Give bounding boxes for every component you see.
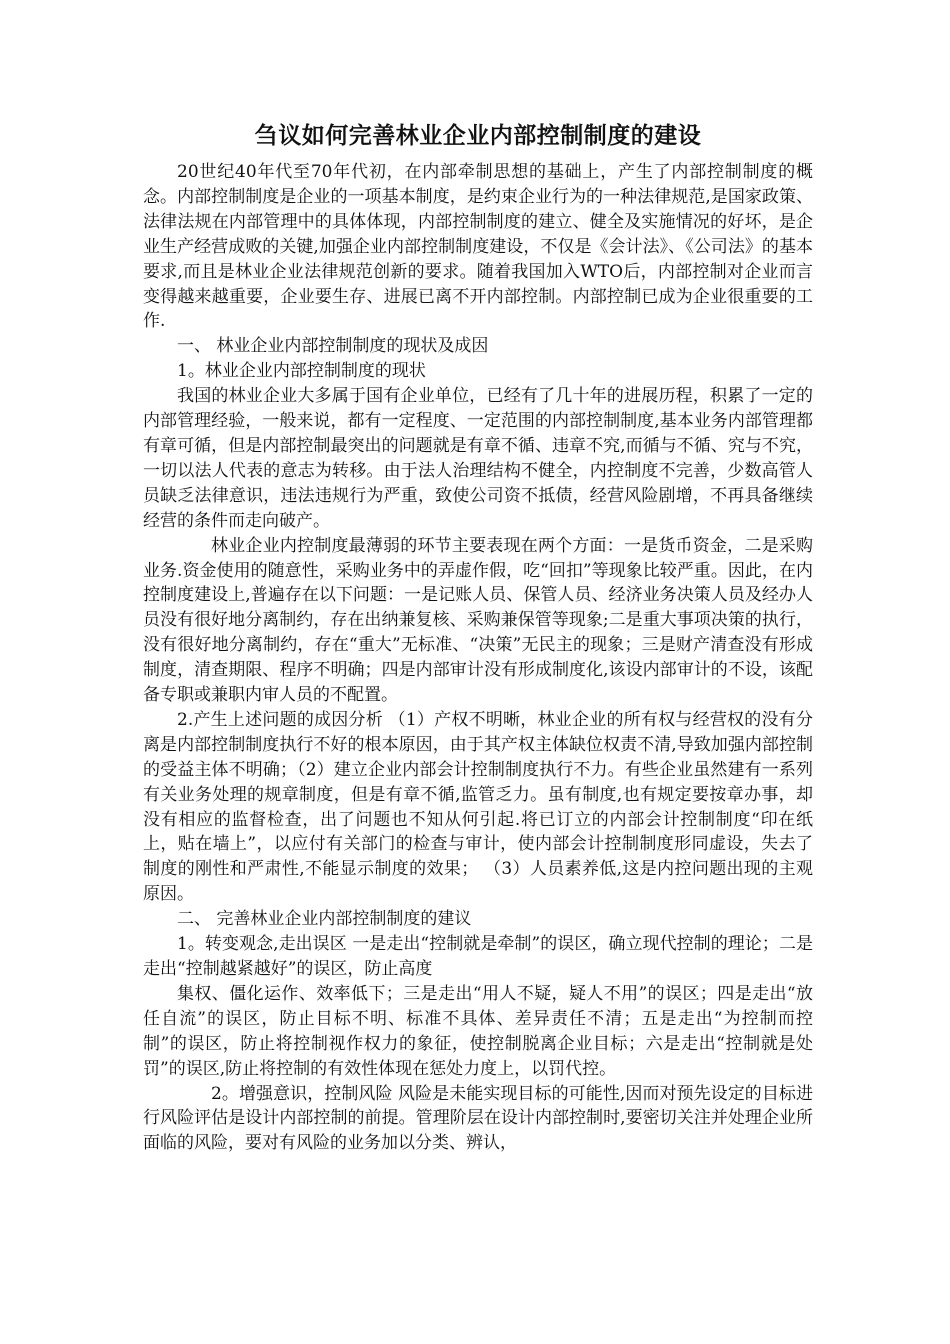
section-1-1-heading: 1。林业企业内部控制制度的现状 xyxy=(177,361,426,382)
paragraph-intro: 20世纪40年代至70年代初，在内部牵制思想的基础上，产生了内部控制制度的概念。内部控制制度是企业的一项基本制度，是约束企业行为的一种法律规范,是国家政策、法律法规在内部管理中的具体体现，内部控制制度的建立、健全及实施情况的好坏，是企业生产经营成败的关键,加强企业内部控制制度建设，不仅是《会计法》、《公司法》的基本要求,而且是林业企业法律规范创新的要求。随着我国加入WTO后，内部控制对企业而言变得越来越重要，企业要生存、进展已离不开内部控制。内部控制已成为企业很重要的工作. xyxy=(143,162,813,332)
paragraph-risk-control: 2。增强意识，控制风险 风险是未能实现目标的可能性,因而对预先设定的目标进行风险评估是设计内部控制的前提。管理阶层在设计内部控制时,要密切关注并处理企业所面临的风险，要对有风险的业务加以分类、辨认， xyxy=(143,1083,813,1154)
paragraph-weak-links: 林业企业内控制度最薄弱的环节主要表现在两个方面：一是货币资金，二是采购业务.资金使用的随意性，采购业务中的弄虚作假，吃“回扣”等现象比较严重。因此，在内控制度建设上,普遍存在以下问题：一是记账人员、保管人员、经济业务决策人员及经办人员没有很好地分离制约，存在出纳兼复核、采购兼保管等现象;二是重大事项决策的执行，没有很好地分离制约，存在“重大”无标准、“决策”无民主的现象；三是财产清查没有形成制度，清查期限、程序不明确；四是内部审计没有形成制度化,该设内部审计的不设，该配备专职或兼职内审人员的不配置。 xyxy=(143,535,813,706)
document-page xyxy=(143,116,813,1156)
paragraph-change-concept-continued: 集权、僵化运作、效率低下；三是走出“用人不疑，疑人不用”的误区；四是走出“放任自流”的误区，防止目标不明、标准不具体、差异责任不清；五是走出“为控制而控制”的误区，防止将控制视作权力的象征，使控制脱离企业目标；六是走出“控制就是处罚”的误区,防止将控制的有效性体现在惩处力度上，以罚代控。 xyxy=(143,983,813,1079)
paragraph-cause-analysis: 2.产生上述问题的成因分析 （1）产权不明晰，林业企业的所有权与经营权的没有分离是内部控制制度执行不好的根本原因，由于其产权主体缺位权责不清,导致加强内部控制的受益主体不明确；（2）建立企业内部会计控制制度执行不力。有些企业虽然建有一系列有关业务处理的规章制度，但是有章不循,监管乏力。虽有制度,也有规定要按章办事，却没有相应的监督检查，出了问题也不知从何引起.将已订立的内部会计控制制度“印在纸上，贴在墙上”，以应付有关部门的检查与审计，使内部会计控制制度形同虚设，失去了制度的刚性和严肃性,不能显示制度的效果； （3）人员素养低,这是内控问题出现的主观原因。 xyxy=(143,709,813,905)
paragraph-current-status: 我国的林业企业大多属于国有企业单位，已经有了几十年的进展历程，积累了一定的内部管理经验，一般来说，都有一定程度、一定范围的内部控制制度,基本业务内部管理都有章可循，但是内部控制最突出的问题就是有章不循、违章不究,而循与不循、究与不究，一切以法人代表的意志为转移。由于法人治理结构不健全，内控制度不完善，少数高管人员缺乏法律意识，违法违规行为严重，致使公司资不抵债，经营风险剧增，不再具备继续经营的条件而走向破产。 xyxy=(143,386,813,531)
document-title: 刍议如何完善林业企业内部控制制度的建设 xyxy=(254,123,702,149)
section-2-heading: 二、 完善林业企业内部控制制度的建议 xyxy=(177,909,472,930)
section-1-heading: 一、 林业企业内部控制制度的现状及成因 xyxy=(177,336,489,357)
paragraph-change-concept: 1。转变观念,走出误区 一是走出“控制就是牵制”的误区，确立现代控制的理论；二是走出“控制越紧越好”的误区，防止高度 xyxy=(143,934,813,979)
